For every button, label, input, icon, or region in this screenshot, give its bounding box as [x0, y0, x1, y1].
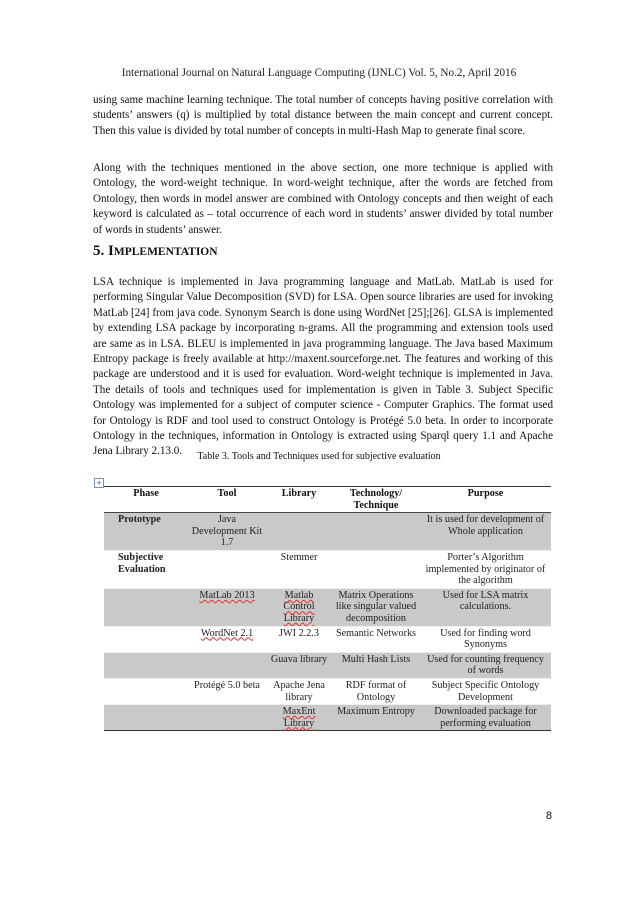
cell-phase [104, 705, 188, 731]
cell-library: Apache Jena library [273, 679, 325, 703]
cell-technology [332, 513, 420, 551]
paragraph-correlation-score: using same machine learning technique. The total number of concepts having positive correlation with students’ answers (q) is multiplied by total distance between the main concept and current concept. Then this value is divided by total number of concepts in multi-Hash Map to generate final score. [93, 94, 553, 137]
cell-purpose: Used for finding word Synonyms [440, 627, 531, 651]
cell-phase [104, 626, 188, 652]
cell-phase [104, 588, 188, 626]
cell-technology: Matrix Operations like singular valued decomposition [332, 588, 420, 626]
table-row [104, 705, 551, 731]
paragraph-implementation: LSA technique is implemented in Java programming language and MatLab. MatLab is used for performing Singular Value Decomposition (SVD) for LSA. Open source libraries are used for invoking MatLab [24] from java code. Synonym Search is done using WordNet [25];[26]. GLSA is implemented by extending LSA package by incorporating n-grams. All the programming and extension tools used are same as in LSA. BLEU is implemented in java programming language. The Java based Maximum Entropy package is freely available at http://maxent.sourceforge.net. The features and working of this package are understood and it is used for evaluation. Word-weight technique is implemented in Java. The details of tools and techniques used for implementation is given in Table 3. Subject Specific Ontology was implemented for a subject of computer science - Computer Graphics. The format used for Ontology is RDF and tool used to construct Ontology is Protégé 5.0 beta. In order to incorporate Ontology in the techniques, information in Ontology is extracted using Sparql query 1.1 and Apache Jena Library 2.13.0. [93, 276, 553, 458]
table-caption: Table 3. Tools and Techniques used for subjective evaluation [197, 451, 441, 462]
table-row [104, 588, 551, 626]
header-purpose: Purpose [467, 488, 504, 499]
cell-purpose: Used for counting frequency of words [420, 652, 551, 678]
spellcheck-text: WordNet 2.1 [200, 627, 254, 639]
cell-tool [188, 588, 266, 626]
cell-technology: Semantic Networks [335, 627, 417, 639]
cell-phase [104, 678, 188, 704]
spellcheck-text: Matlab Control Library [283, 589, 315, 624]
cell-purpose: Downloaded package for performing evaluation [420, 705, 551, 731]
cell-purpose: Used for LSA matrix calculations. [420, 588, 551, 626]
table-row [104, 626, 551, 652]
table-row [104, 550, 551, 588]
running-header: International Journal on Natural Language Computing (IJNLC) Vol. 5, No.2, April 2016 [121, 67, 517, 79]
section-heading-implementation [93, 243, 218, 260]
cell-tool [188, 652, 266, 678]
cell-tool [188, 550, 266, 588]
cell-phase: Prototype [104, 513, 188, 551]
cell-library [266, 588, 332, 626]
cell-library: JWI 2.2.3 [279, 627, 319, 639]
cell-technology: RDF format of Ontology [345, 679, 407, 703]
cell-technology: Multi Hash Lists [332, 652, 420, 678]
table-header-row [104, 487, 551, 513]
paragraph-word-weight: Along with the techniques mentioned in the above section, one more technique is applied with Ontology, the word-weight technique. In word-weight technique, after the words are fetched from Ontology, then words in model answer are combined with Ontology concepts and then weight of each keyword is calculated as – total occurrence of each word in students’ answer divided by total number of words in students’ answer. [93, 162, 553, 236]
cell-purpose: Subject Specific Ontology Development [431, 679, 540, 703]
cell-purpose: It is used for development of Whole application [420, 513, 551, 551]
cell-phase: Subjective Evaluation [118, 551, 166, 575]
spellcheck-text: MatLab 2013 [199, 589, 255, 601]
header-phase: Phase [133, 488, 159, 499]
table-row [104, 513, 551, 551]
table-row [104, 678, 551, 704]
tools-table [104, 486, 551, 731]
cell-tool [188, 626, 266, 652]
cell-library [266, 513, 332, 551]
page-number: 8 [545, 810, 552, 822]
table-row [104, 652, 551, 678]
cell-tool: Protégé 5.0 beta [194, 679, 260, 691]
section-number: 5. [93, 243, 105, 259]
header-tool: Tool [217, 488, 237, 499]
table-move-handle-icon[interactable]: + [94, 478, 104, 488]
header-library: Library [281, 488, 317, 499]
cell-phase [104, 652, 188, 678]
cell-library: Stemmer [280, 551, 318, 563]
cell-library [266, 705, 332, 731]
cell-tool: Java Development Kit 1.7 [188, 513, 266, 551]
cell-technology: Maximum Entropy [332, 705, 420, 731]
cell-library: Guava library [266, 652, 332, 678]
section-title-rest: MPLEMENTATION [113, 246, 218, 258]
section-title-initial: I [108, 243, 114, 259]
cell-purpose: Porter’s Algorithm implemented by originator of the algorithm [425, 551, 546, 587]
spellcheck-text: MaxEnt Library [282, 706, 316, 729]
header-technology: Technology/ Technique [349, 488, 403, 511]
cell-technology [332, 550, 420, 588]
cell-tool [188, 705, 266, 731]
